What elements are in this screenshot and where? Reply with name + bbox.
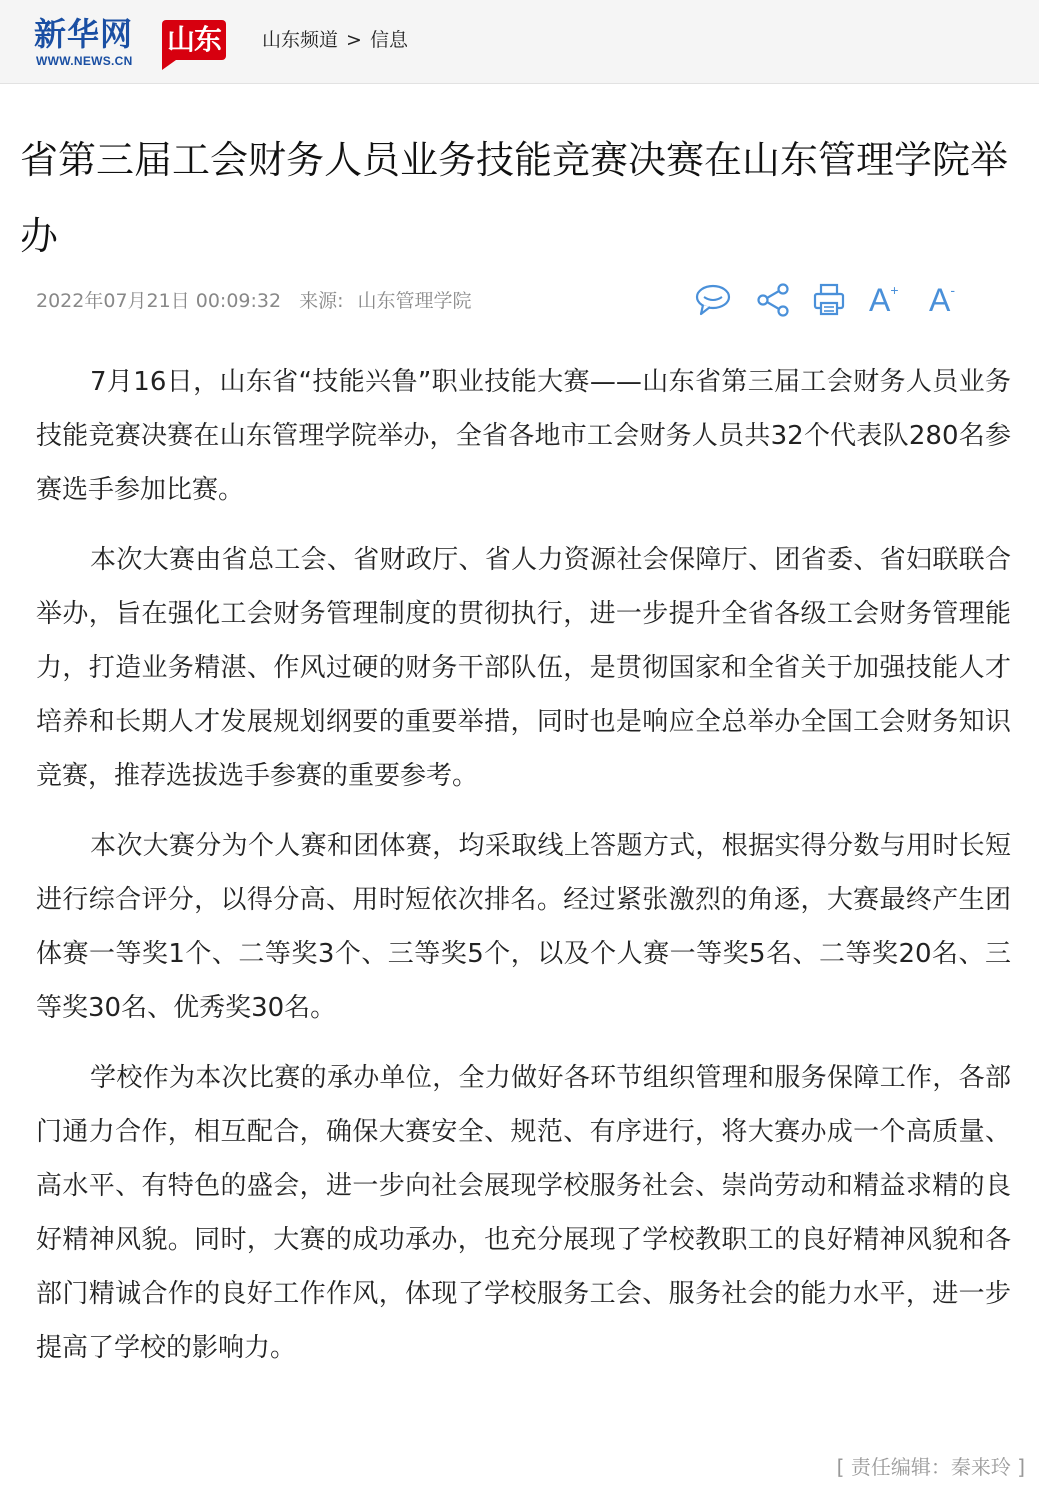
article-paragraph: 学校作为本次比赛的承办单位，全力做好各环节组织管理和服务保障工作，各部门通力合作，相互配合，确保大赛安全、规范、有序进行，将大赛办成一个高质量、高水平、有特色的盛会，进一步向社会展现学校服务社会、崇尚劳动和精益求精的良好精神风貌。同时，大赛的成功承办，也充分展现了学校教职工的良好精神风貌和各部门精诚合作的良好工作作风，体现了学校服务工会、服务社会的能力水平，进一步提高了学校的影响力。 <box>36 1063 1011 1363</box>
logo-badge-shandong: 山东 <box>162 20 226 60</box>
article-title: 省第三届工会财务人员业务技能竞赛决赛在山东管理学院举办 <box>20 138 1009 258</box>
font-increase-sup: + <box>890 282 899 298</box>
article-paragraph: 7月16日，山东省“技能兴鲁”职业技能大赛——山东省第三届工会财务人员业务技能竞赛决赛在山东管理学院举办，全省各地市工会财务人员共32个代表队280名参赛选手参加比赛。 <box>36 367 1011 505</box>
breadcrumb <box>262 27 408 53</box>
article-paragraph: 本次大赛由省总工会、省财政厅、省人力资源社会保障厅、团省委、省妇联联合举办，旨在强化工会财务管理制度的贯彻执行，进一步提升全省各级工会财务管理能力，打造业务精湛、作风过硬的财务干部队伍，是贯彻国家和全省关于加强技能人才培养和长期人才发展规划纲要的重要举措，同时也是响应全总举办全国工会财务知识竞赛，推荐选拔选手参赛的重要参考。 <box>36 545 1011 791</box>
logo-text: 新华网 <box>34 15 134 53</box>
comment-icon <box>693 281 733 319</box>
responsible-editor: [ 责任编辑：秦来玲 ] <box>836 1455 1025 1479</box>
font-decrease-icon: A <box>929 282 951 318</box>
article-paragraph: 本次大赛分为个人赛和团体赛，均采取线上答题方式，根据实得分数与用时长短进行综合评分，以得分高、用时短依次排名。经过紧张激烈的角逐，大赛最终产生团体赛一等奖1个、二等奖3个、三等奖5个，以及个人赛一等奖5名、二等奖20名、三等奖30名、优秀奖30名。 <box>36 831 1011 1023</box>
breadcrumb-info[interactable]: 信息 <box>369 29 408 51</box>
publish-datetime: 2022年07月21日 00:09:32 <box>36 290 282 312</box>
article-toolbar <box>693 281 973 319</box>
article-body <box>36 355 1011 1391</box>
source-label: 来源: <box>299 290 344 312</box>
font-decrease-sup: - <box>950 282 956 298</box>
site-header <box>0 0 1039 84</box>
print-button[interactable] <box>809 281 849 319</box>
share-icon <box>753 281 793 319</box>
xinhua-logo[interactable] <box>34 16 234 72</box>
print-icon <box>809 281 849 319</box>
breadcrumb-separator: > <box>346 29 362 51</box>
font-increase-button[interactable] <box>869 281 909 319</box>
font-decrease-button[interactable] <box>929 281 969 319</box>
comment-button[interactable] <box>693 281 733 319</box>
share-button[interactable] <box>753 281 793 319</box>
source-name: 山东管理学院 <box>357 290 472 312</box>
breadcrumb-shandong-channel[interactable]: 山东频道 <box>262 29 339 51</box>
logo-badge-tail <box>162 60 176 70</box>
logo-url: WWW.NEWS.CN <box>36 54 133 68</box>
article-meta <box>36 287 472 315</box>
font-increase-icon: A <box>869 282 891 318</box>
